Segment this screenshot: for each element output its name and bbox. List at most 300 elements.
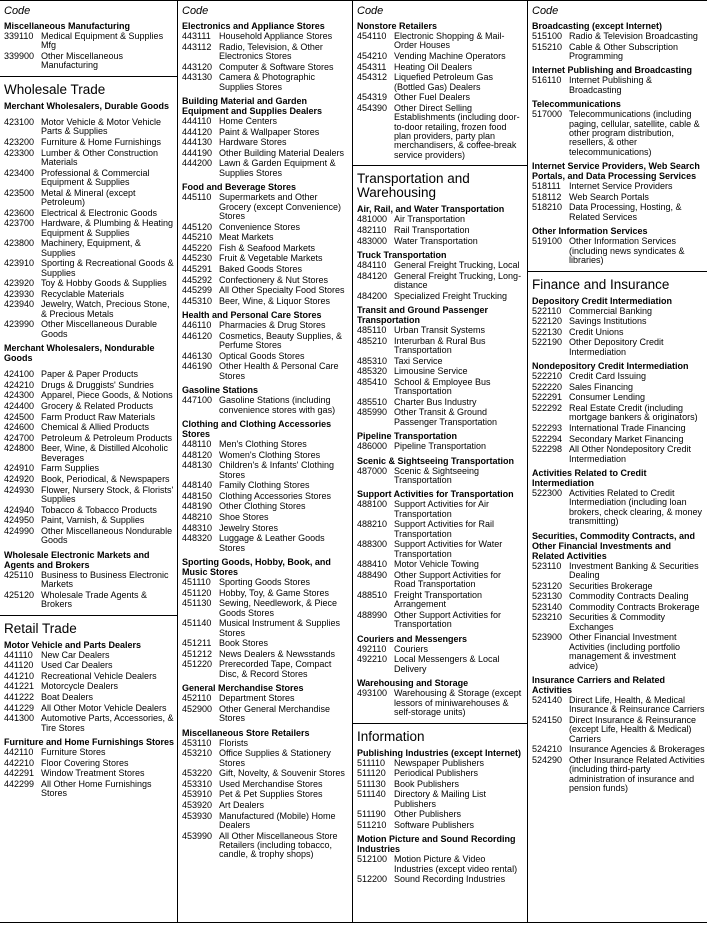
- industry-label: Gasoline Stations (including convenience stores with gas): [219, 395, 336, 415]
- subsector-title: Sporting Goods, Hobby, Book, and Music Stores: [182, 556, 331, 577]
- industry-label: All Other Specialty Food Stores: [219, 285, 345, 296]
- naics-code: 488510: [357, 590, 388, 600]
- naics-code: 522300: [532, 488, 563, 499]
- industry-label: Other Depository Credit Intermediation: [569, 337, 664, 357]
- naics-code: 423920: [4, 278, 35, 289]
- code-row: [357, 357, 525, 366]
- code-row: [532, 182, 705, 191]
- naics-code: 424930: [4, 484, 35, 495]
- code-row: [4, 320, 175, 339]
- industry-label: Recyclable Materials: [41, 288, 125, 299]
- column-4: [528, 0, 707, 922]
- sector-title: Finance and Insurance: [532, 276, 670, 292]
- industry-label: Hobby, Toy, & Game Stores: [219, 587, 330, 598]
- code-row: [532, 445, 705, 464]
- code-row: [182, 739, 350, 748]
- sector-section: [528, 272, 707, 799]
- industry-label: Fish & Seafood Markets: [219, 242, 316, 253]
- naics-code: 523130: [532, 591, 563, 602]
- industry-label: International Trade Financing: [569, 423, 686, 434]
- code-row: [182, 63, 350, 72]
- industry-label: Other Direct Selling Establishments (including door-to-door retailing, frozen food plan providers, party plan merchandisers, & coffee-break service providers): [394, 102, 520, 160]
- naics-code: 454110: [357, 31, 387, 41]
- naics-code: 523120: [532, 580, 563, 591]
- continued-section: [528, 0, 707, 272]
- industry-label: Direct Insurance & Reinsurance (except Life, Health & Medical) Carriers: [569, 715, 697, 744]
- naics-code: 488100: [357, 499, 388, 510]
- naics-code: 524290: [532, 755, 563, 766]
- naics-code: 443120: [182, 61, 213, 72]
- naics-code: 444110: [182, 116, 212, 126]
- industry-label: Beer, Wine, & Distilled Alcoholic Beverages: [41, 443, 169, 463]
- sector-section: [353, 166, 527, 723]
- code-row: [357, 63, 525, 72]
- bottom-rule: [0, 922, 707, 923]
- industry-label: School & Employee Bus Transportation: [394, 376, 491, 397]
- industry-label: Boat Dealers: [41, 691, 94, 702]
- code-row: [182, 461, 350, 480]
- naics-code: 445230: [182, 253, 213, 264]
- naics-code: 519100: [532, 236, 563, 247]
- industry-label: Vending Machine Operators: [394, 51, 506, 61]
- code-row: [182, 812, 350, 831]
- code-row: [182, 639, 350, 648]
- industry-label: All Other Miscellaneous Store Retailers (including tobacco, candle, & trophy shops): [219, 830, 338, 860]
- industry-label: Paint, Varnish, & Supplies: [41, 515, 145, 526]
- continued-section: [353, 0, 527, 166]
- industry-label: Support Activities for Rail Transportation: [394, 519, 495, 539]
- naics-code: 518111: [532, 181, 561, 192]
- naics-code: 511110: [357, 757, 386, 768]
- subsector-title: Telecommunications: [532, 99, 621, 110]
- industry-label: Petroleum & Petroleum Products: [41, 432, 173, 443]
- subsector-title: Pipeline Transportation: [357, 431, 458, 442]
- industry-label: Rail Transportation: [394, 225, 470, 235]
- naics-code: 451211: [182, 638, 212, 649]
- naics-code: 511140: [357, 789, 386, 800]
- naics-code: 518210: [532, 202, 563, 213]
- subsector-title: Gasoline Stations: [182, 385, 259, 396]
- industry-label: News Dealers & Newsstands: [219, 648, 336, 659]
- code-row: [4, 52, 175, 71]
- code-row: [4, 516, 175, 525]
- sector-title: Information: [357, 728, 425, 744]
- industry-label: Beer, Wine, & Liquor Stores: [219, 295, 331, 306]
- industry-label: Manufactured (Mobile) Home Dealers: [219, 810, 336, 830]
- code-row: [357, 560, 525, 569]
- industry-label: Pipeline Transportation: [394, 441, 487, 452]
- naics-code: 481000: [357, 214, 388, 225]
- subsector-title: Food and Beverage Stores: [182, 182, 297, 193]
- naics-code: 454319: [357, 92, 388, 103]
- code-row: [357, 337, 525, 356]
- code-row: [182, 32, 350, 41]
- industry-label: Flower, Nursery Stock, & Florists' Supplies: [41, 484, 174, 504]
- industry-label: Hardware Stores: [219, 137, 287, 148]
- naics-code: 448190: [182, 501, 213, 512]
- code-row: [4, 259, 175, 278]
- code-column-header: Code: [182, 5, 209, 17]
- industry-label: Machinery, Equipment, & Supplies: [41, 238, 141, 258]
- industry-label: Real Estate Credit (including mortgage bankers & originators): [569, 403, 698, 423]
- industry-label: Other Financial Investment Activities (including portfolio management & investment advice): [569, 632, 681, 671]
- code-row: [182, 73, 350, 92]
- industry-label: Internet Publishing & Broadcasting: [569, 75, 653, 95]
- naics-code: 485410: [357, 376, 388, 387]
- naics-code: 454210: [357, 51, 388, 61]
- code-row: [182, 233, 350, 242]
- code-row: [357, 398, 525, 407]
- industry-label: Confectionery & Nut Stores: [219, 274, 329, 285]
- naics-code: 441221: [4, 681, 35, 692]
- code-row: [4, 527, 175, 546]
- code-row: [4, 239, 175, 258]
- code-row: [182, 286, 350, 295]
- industry-label: Paint & Wallpaper Stores: [219, 126, 320, 137]
- naics-code: 488300: [357, 539, 388, 550]
- industry-label: Luggage & Leather Goods Stores: [219, 533, 325, 553]
- naics-code: 446120: [182, 330, 213, 341]
- sector-section: [0, 616, 177, 804]
- naics-code: 451110: [182, 576, 211, 587]
- subsector-title: Transit and Ground Passenger Transportation: [357, 305, 489, 325]
- code-row: [4, 434, 175, 443]
- industry-label: Children's & Infants' Clothing Stores: [219, 460, 334, 480]
- code-row: [357, 790, 525, 809]
- subsector-title: Depository Credit Intermediation: [532, 295, 673, 306]
- industry-label: Other Miscellaneous Nondurable Goods: [41, 525, 173, 546]
- naics-code: 451220: [182, 659, 213, 670]
- code-row: [357, 500, 525, 519]
- industry-label: Camera & Photographic Supplies Stores: [219, 72, 316, 92]
- naics-code: 523110: [532, 560, 562, 571]
- code-row: [182, 650, 350, 659]
- code-row: [357, 810, 525, 819]
- naics-code: 339110: [4, 31, 34, 41]
- code-row: [4, 759, 175, 768]
- code-row: [4, 486, 175, 505]
- code-row: [182, 193, 350, 221]
- naics-code: 451130: [182, 598, 212, 609]
- industry-label: Investment Banking & Securities Dealing: [569, 560, 699, 581]
- code-row: [4, 571, 175, 590]
- naics-code: 448140: [182, 480, 213, 491]
- code-row: [182, 534, 350, 553]
- code-row: [357, 780, 525, 789]
- subsector-title: Securities, Commodity Contracts, and Other Financial Investments and Related Activities: [532, 530, 696, 561]
- code-row: [4, 219, 175, 238]
- code-row: [532, 756, 705, 794]
- industry-label: Motorcycle Dealers: [41, 681, 119, 692]
- naics-code: 485210: [357, 335, 388, 346]
- code-row: [182, 705, 350, 724]
- naics-code: 453310: [182, 778, 213, 789]
- code-row: [357, 540, 525, 559]
- industry-label: Commodity Contracts Dealing: [569, 591, 689, 602]
- naics-code: 524210: [532, 744, 563, 755]
- industry-label: Meat Markets: [219, 232, 274, 243]
- code-row: [357, 408, 525, 427]
- industry-label: Jewelry, Watch, Precious Stone, & Precious Metals: [41, 299, 170, 319]
- industry-label: Professional & Commercial Equipment & Supplies: [41, 167, 150, 187]
- naics-code: 444200: [182, 158, 213, 169]
- sector-title: Transportation and Warehousing: [357, 171, 470, 201]
- code-row: [4, 748, 175, 757]
- code-row: [532, 613, 705, 632]
- naics-code: 423400: [4, 167, 35, 178]
- subsector-title: Internet Publishing and Broadcasting: [532, 65, 693, 76]
- naics-code: 484110: [357, 260, 387, 270]
- code-row: [532, 582, 705, 591]
- code-row: [4, 661, 175, 670]
- code-row: [182, 128, 350, 137]
- code-row: [182, 362, 350, 381]
- code-row: [532, 307, 705, 316]
- industry-label: Secondary Market Financing: [569, 433, 684, 444]
- industry-label: Used Merchandise Stores: [219, 778, 323, 789]
- industry-label: Recreational Vehicle Dealers: [41, 670, 157, 681]
- industry-label: Warehousing & Storage (except lessors of miniwarehouses & self-storage units): [394, 688, 522, 718]
- naics-code: 488490: [357, 570, 388, 580]
- industry-label: Florists: [219, 737, 248, 748]
- industry-label: Motion Picture & Video Industries (except video rental): [394, 854, 518, 874]
- naics-code: 441300: [4, 713, 35, 724]
- industry-label: Shoe Stores: [219, 511, 269, 522]
- code-row: [532, 716, 705, 744]
- industry-label: Pharmacies & Drug Stores: [219, 320, 326, 331]
- naics-code: 424210: [4, 379, 35, 390]
- code-row: [357, 226, 525, 235]
- code-row: [182, 492, 350, 501]
- code-row: [357, 875, 525, 884]
- naics-code: 511130: [357, 778, 386, 789]
- code-row: [182, 578, 350, 587]
- naics-code: 424800: [4, 443, 35, 454]
- code-row: [532, 193, 705, 202]
- naics-code: 485320: [357, 366, 388, 377]
- naics-code: 423600: [4, 207, 35, 218]
- industry-label: Local Messengers & Local Delivery: [394, 654, 500, 674]
- industry-label: Heating Oil Dealers: [394, 61, 473, 72]
- industry-label: Drugs & Druggists' Sundries: [41, 379, 154, 390]
- naics-code: 485110: [357, 325, 387, 335]
- industry-label: Limousine Service: [394, 366, 468, 377]
- subsector-title: Broadcasting (except Internet): [532, 21, 663, 31]
- industry-label: Freight Transportation Arrangement: [394, 590, 483, 610]
- code-row: [182, 801, 350, 810]
- naics-code: 443130: [182, 72, 213, 83]
- code-row: [4, 279, 175, 288]
- naics-code: 444130: [182, 137, 213, 148]
- code-row: [357, 759, 525, 768]
- naics-code: 522220: [532, 381, 563, 392]
- naics-code: 488990: [357, 610, 388, 620]
- industry-label: Office Supplies & Stationery Stores: [219, 748, 331, 768]
- code-row: [182, 790, 350, 799]
- naics-code: 424950: [4, 515, 35, 526]
- naics-code: 454311: [357, 61, 387, 72]
- subsector-title: Miscellaneous Store Retailers: [182, 727, 310, 738]
- code-row: [532, 633, 705, 671]
- industry-label: Sound Recording Industries: [394, 874, 506, 885]
- industry-label: All Other Home Furnishings Stores: [41, 778, 152, 799]
- industry-label: Periodical Publishers: [394, 768, 479, 779]
- industry-label: Household Appliance Stores: [219, 31, 333, 41]
- code-row: [182, 660, 350, 679]
- subsector-title: Building Material and Garden Equipment and Supplies Dealers: [182, 96, 323, 116]
- code-row: [182, 619, 350, 638]
- code-row: [182, 502, 350, 511]
- code-column-header: Code: [357, 5, 384, 17]
- naics-code: 445210: [182, 232, 213, 243]
- naics-code: 448120: [182, 449, 213, 460]
- naics-code: 424500: [4, 411, 35, 422]
- industry-label: Pet & Pet Supplies Stores: [219, 789, 323, 800]
- subsector-title: Furniture and Home Furnishings Stores: [4, 736, 175, 747]
- naics-code: 452110: [182, 693, 212, 704]
- industry-label: Art Dealers: [219, 799, 265, 810]
- industry-label: Grocery & Related Products: [41, 400, 154, 411]
- naics-code: 522190: [532, 337, 563, 348]
- naics-code: 423700: [4, 218, 35, 229]
- code-row: [532, 328, 705, 337]
- industry-label: Air Transportation: [394, 214, 466, 225]
- code-row: [357, 655, 525, 674]
- column-3: [353, 0, 528, 922]
- code-row: [532, 317, 705, 326]
- code-row: [4, 381, 175, 390]
- naics-code: 423500: [4, 187, 35, 198]
- subsector-title: Motor Vehicle and Parts Dealers: [4, 639, 142, 650]
- column-2: [178, 0, 353, 922]
- code-row: [357, 520, 525, 539]
- code-row: [532, 393, 705, 402]
- industry-label: Men's Clothing Stores: [219, 438, 307, 449]
- naics-code: 443112: [182, 41, 212, 52]
- naics-code: 522292: [532, 403, 563, 414]
- industry-label: Women's Clothing Stores: [219, 449, 321, 460]
- industry-label: Floor Covering Stores: [41, 757, 129, 768]
- code-row: [4, 209, 175, 218]
- naics-code: 488410: [357, 559, 388, 570]
- code-row: [4, 444, 175, 463]
- industry-label: Other Information Services (including news syndicates & libraries): [569, 236, 685, 266]
- industry-label: Lawn & Garden Equipment & Supplies Stores: [219, 158, 336, 178]
- subsector-title: Nondepository Credit Intermediation: [532, 361, 689, 372]
- industry-label: Charter Bus Industry: [394, 396, 477, 407]
- code-row: [532, 592, 705, 601]
- subsector-title: Activities Related to Credit Intermediation: [532, 468, 647, 489]
- code-row: [357, 367, 525, 376]
- code-row: [4, 693, 175, 702]
- naics-code: 483000: [357, 235, 388, 246]
- industry-label: Chemical & Allied Products: [41, 422, 150, 433]
- code-row: [182, 599, 350, 618]
- industry-label: Clothing Accessories Stores: [219, 490, 332, 501]
- code-row: [357, 93, 525, 102]
- code-row: [357, 611, 525, 630]
- industry-label: Specialized Freight Trucking: [394, 290, 508, 301]
- naics-code: 523900: [532, 632, 563, 643]
- industry-label: Support Activities for Air Transportation: [394, 499, 490, 519]
- naics-code: 448130: [182, 460, 213, 471]
- column-1: [0, 0, 178, 922]
- code-row: [182, 265, 350, 274]
- industry-label: Other General Merchandise Stores: [219, 703, 331, 724]
- code-row: [357, 442, 525, 451]
- code-row: [357, 821, 525, 830]
- naics-code: 454390: [357, 102, 388, 113]
- code-row: [182, 513, 350, 522]
- naics-code: 451212: [182, 648, 213, 659]
- industry-label: Directory & Mailing List Publishers: [394, 789, 487, 809]
- industry-label: Water Transportation: [394, 235, 478, 246]
- code-row: [182, 524, 350, 533]
- code-row: [182, 749, 350, 768]
- industry-label: Other Insurance Related Activities (including third-party administration of insurance and pension funds): [569, 755, 705, 794]
- continued-section: [0, 0, 177, 77]
- naics-code: 488210: [357, 519, 388, 530]
- industry-label: Supermarkets and Other Grocery (except Convenience) Stores: [219, 192, 342, 221]
- naics-code: 448320: [182, 533, 213, 544]
- code-row: [357, 645, 525, 654]
- naics-code: 524150: [532, 715, 563, 726]
- industry-label: Support Activities for Water Transportation: [394, 539, 503, 559]
- industry-label: Book Stores: [219, 638, 269, 649]
- code-column-header: Code: [4, 5, 31, 17]
- code-row: [532, 43, 705, 62]
- naics-code: 524140: [532, 695, 563, 706]
- code-row: [182, 352, 350, 361]
- industry-label: Gift, Novelty, & Souvenir Stores: [219, 768, 345, 779]
- subsector-title: Scenic & Sightseeing Transportation: [357, 455, 515, 466]
- subsector-title: Truck Transportation: [357, 250, 447, 260]
- naics-code: 453930: [182, 810, 213, 821]
- industry-label: Computer & Software Stores: [219, 61, 334, 72]
- subsector-title: Electronics and Appliance Stores: [182, 21, 325, 31]
- code-row: [357, 571, 525, 590]
- code-row: [182, 321, 350, 330]
- naics-code: 453920: [182, 799, 213, 810]
- industry-label: Other Publishers: [394, 809, 462, 820]
- industry-label: Activities Related to Credit Intermediation (including loan brokers, check clearing, & money transmitting): [569, 488, 703, 527]
- naics-code: 523140: [532, 601, 563, 612]
- industry-label: Securities & Commodity Exchanges: [569, 612, 666, 632]
- code-row: [357, 104, 525, 160]
- industry-label: Insurance Agencies & Brokerages: [569, 744, 705, 755]
- industry-label: Furniture Stores: [41, 746, 106, 757]
- code-row: [182, 159, 350, 178]
- code-row: [182, 149, 350, 158]
- industry-label: Electronic Shopping & Mail-Order Houses: [394, 31, 505, 51]
- industry-label: Fruit & Vegetable Markets: [219, 253, 323, 264]
- industry-label: Optical Goods Stores: [219, 350, 305, 361]
- code-row: [357, 73, 525, 92]
- industry-label: Used Car Dealers: [41, 660, 113, 671]
- code-row: [357, 52, 525, 61]
- code-row: [4, 118, 175, 137]
- industry-label: Other Support Activities for Transportation: [394, 610, 502, 630]
- naics-code: 445291: [182, 263, 213, 274]
- naics-code: 453210: [182, 748, 213, 759]
- naics-code: 441110: [4, 649, 33, 660]
- code-row: [4, 32, 175, 51]
- industry-label: Other Clothing Stores: [219, 501, 306, 512]
- naics-code: 523210: [532, 612, 563, 623]
- industry-label: Savings Institutions: [569, 316, 647, 327]
- code-row: [182, 589, 350, 598]
- industry-label: Securities Brokerage: [569, 580, 653, 591]
